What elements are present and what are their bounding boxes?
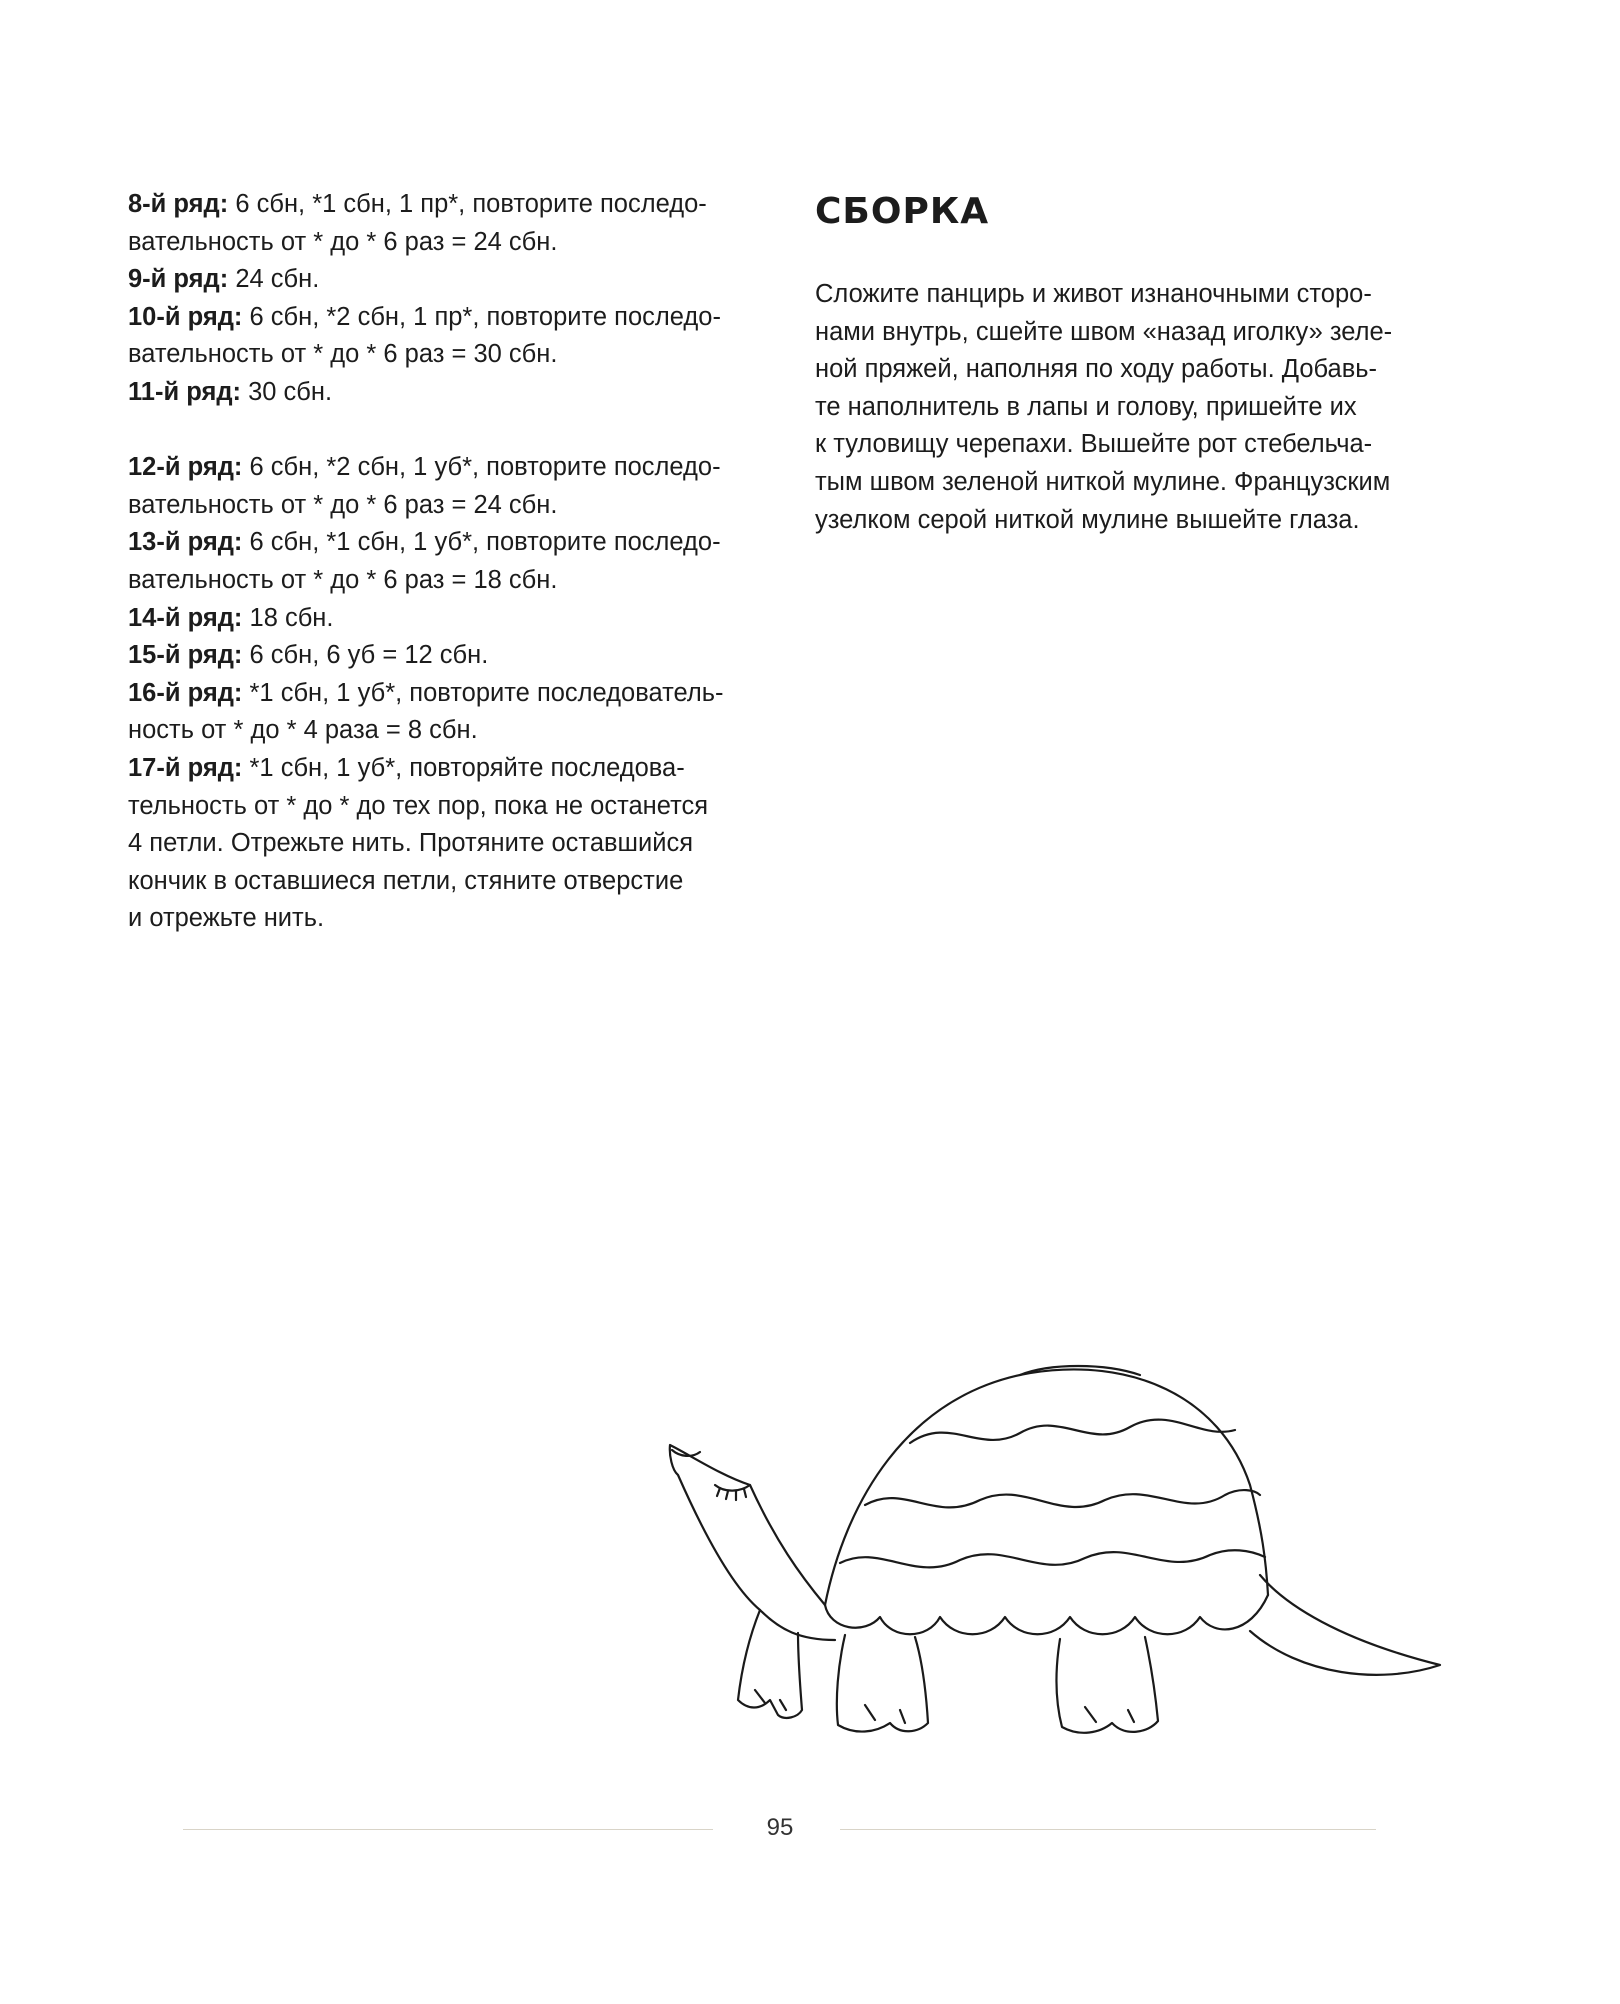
turtle-back-leg bbox=[1056, 1637, 1158, 1733]
row-label: 8-й ряд: bbox=[128, 190, 229, 218]
instruction-line bbox=[128, 261, 768, 299]
row-label: 11-й ряд: bbox=[128, 377, 242, 406]
instruction-line bbox=[128, 675, 768, 713]
row-text: *1 сбн, 1 уб*, повторите последователь- bbox=[242, 678, 724, 707]
row-text: 24 сбн. bbox=[228, 265, 320, 294]
assembly-line: узелком серой ниткой мулине вышейте глаза. bbox=[815, 505, 1360, 534]
row-label: 13-й ряд: bbox=[128, 528, 243, 557]
assembly-line: те наполнитель в лапы и голову, пришейте их bbox=[815, 392, 1357, 421]
assembly-line: к туловищу черепахи. Вышейте рот стебельча- bbox=[815, 430, 1373, 459]
row-text: 6 сбн, *2 сбн, 1 пр*, повторите последо- bbox=[242, 302, 721, 331]
instruction-line bbox=[128, 562, 768, 600]
turtle-shell-outline bbox=[825, 1369, 1268, 1605]
row-text: тельность от * до * до тех пор, пока не останется bbox=[128, 791, 709, 820]
row-label: 15-й ряд: bbox=[128, 641, 243, 670]
instruction-line bbox=[128, 336, 768, 374]
row-text: кончик в оставшиеся петли, стяните отверстие bbox=[128, 866, 684, 895]
paragraph-gap bbox=[128, 412, 768, 450]
row-label: 16-й ряд: bbox=[128, 678, 243, 707]
turtle-front-leg bbox=[738, 1610, 802, 1718]
row-text: 6 сбн, *2 сбн, 1 уб*, повторите последо- bbox=[242, 453, 721, 482]
row-label: 12-й ряд: bbox=[128, 453, 243, 482]
footer-rule-right bbox=[840, 1829, 1376, 1830]
instruction-line bbox=[128, 600, 768, 638]
turtle-shell-stripe-2 bbox=[865, 1490, 1260, 1507]
assembly-line: тым швом зеленой ниткой мулине. Французским bbox=[815, 467, 1391, 496]
row-label: 9-й ряд: bbox=[128, 265, 229, 294]
row-text: 6 сбн, *1 сбн, 1 уб*, повторите последо- bbox=[242, 528, 721, 557]
turtle-shell-stripe-1 bbox=[910, 1420, 1235, 1443]
turtle-middle-leg bbox=[837, 1635, 928, 1732]
row-label: 14-й ряд: bbox=[128, 603, 243, 632]
row-text: вательность от * до * 6 раз = 24 сбн. bbox=[128, 227, 558, 256]
assembly-section bbox=[815, 188, 1475, 539]
row-text: ность от * до * 4 раза = 8 сбн. bbox=[128, 716, 478, 745]
row-text: 6 сбн, *1 сбн, 1 пр*, повторите последо- bbox=[228, 190, 707, 218]
row-text: 6 сбн, 6 уб = 12 сбн. bbox=[242, 641, 489, 670]
page-number: 95 bbox=[766, 1814, 794, 1841]
row-text: 30 сбн. bbox=[241, 377, 333, 406]
instruction-line bbox=[128, 374, 768, 412]
turtle-tail bbox=[1250, 1575, 1440, 1675]
row-text: *1 сбн, 1 уб*, повторяйте последова- bbox=[242, 753, 685, 782]
footer-rule-left bbox=[183, 1829, 713, 1830]
row-text: вательность от * до * 6 раз = 24 сбн. bbox=[128, 490, 558, 519]
section-heading: СБОРКА bbox=[815, 191, 990, 232]
instruction-line bbox=[128, 186, 768, 224]
turtle-head bbox=[670, 1445, 835, 1640]
instruction-line bbox=[128, 825, 768, 863]
instruction-line bbox=[128, 712, 768, 750]
instruction-line bbox=[128, 900, 768, 938]
assembly-text bbox=[815, 276, 1475, 539]
instruction-line bbox=[128, 224, 768, 262]
assembly-line: нами внутрь, сшейте швом «назад иголку» зеле- bbox=[815, 317, 1393, 346]
instruction-line bbox=[128, 299, 768, 337]
instruction-line bbox=[128, 863, 768, 901]
row-text: и отрежьте нить. bbox=[128, 904, 325, 933]
instruction-line bbox=[128, 788, 768, 826]
instruction-line bbox=[128, 449, 768, 487]
row-text: 18 сбн. bbox=[242, 603, 334, 632]
turtle-illustration bbox=[660, 1355, 1450, 1785]
assembly-line: Сложите панцирь и живот изнаночными сторо- bbox=[815, 280, 1372, 308]
row-text: вательность от * до * 6 раз = 30 сбн. bbox=[128, 340, 558, 369]
row-label: 10-й ряд: bbox=[128, 302, 243, 331]
row-text: вательность от * до * 6 раз = 18 сбн. bbox=[128, 565, 558, 594]
instruction-line bbox=[128, 750, 768, 788]
turtle-shell-rim bbox=[825, 1595, 1268, 1634]
knitting-rows-instructions bbox=[128, 186, 768, 938]
instruction-line bbox=[128, 637, 768, 675]
instruction-line bbox=[128, 524, 768, 562]
assembly-line: ной пряжей, наполняя по ходу работы. Добавь- bbox=[815, 355, 1378, 384]
instruction-line bbox=[128, 487, 768, 525]
row-label: 17-й ряд: bbox=[128, 753, 243, 782]
row-text: 4 петли. Отрежьте нить. Протяните оставшийся bbox=[128, 829, 694, 858]
turtle-shell-stripe-3 bbox=[840, 1550, 1265, 1567]
